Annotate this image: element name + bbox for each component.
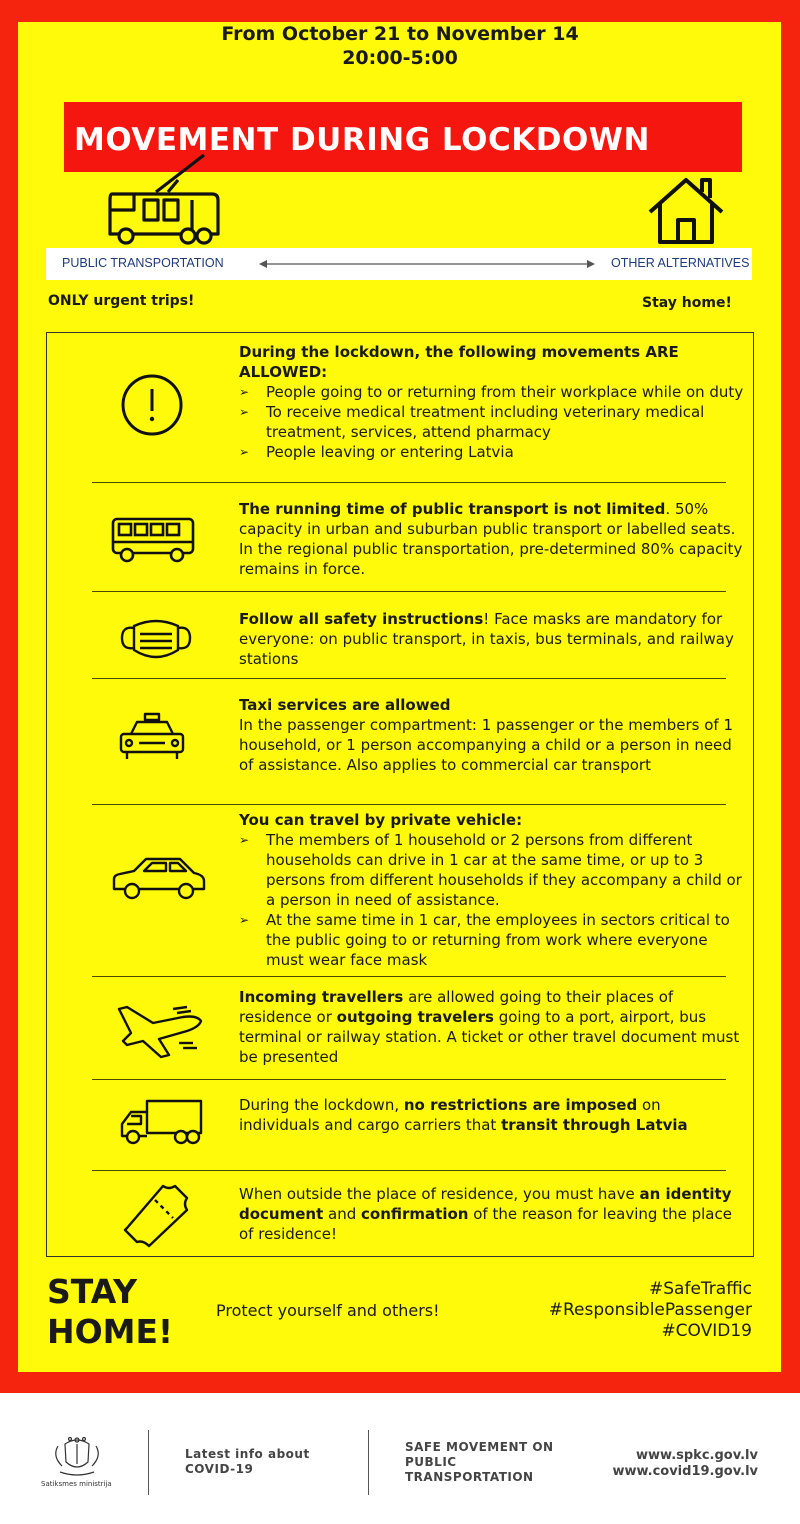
- row-divider: [92, 1170, 726, 1171]
- time-range-text: 20:00-5:00: [342, 47, 458, 69]
- urgent-trips-caption: ONLY urgent trips!: [48, 293, 195, 309]
- airplane-icon: [113, 1003, 207, 1059]
- truck-icon: [119, 1098, 203, 1146]
- row-divider: [92, 678, 726, 679]
- spkc-link[interactable]: www.spkc.gov.lv: [636, 1448, 758, 1463]
- footer-divider: [368, 1430, 369, 1495]
- list-item: ➢ At the same time in 1 car, the employees in sectors critical to the public going to or returning from work where everyone must wear face mask: [239, 911, 730, 969]
- stay-home-slogan: STAY HOME!: [47, 1272, 174, 1351]
- list-item: ➢ People leaving or entering Latvia: [239, 443, 514, 461]
- trolleybus-icon: [104, 150, 224, 250]
- row-divider: [92, 482, 726, 483]
- date-range: [0, 22, 800, 70]
- house-icon: [646, 176, 726, 246]
- row-divider: [92, 1079, 726, 1080]
- safe-movement-label: SAFE MOVEMENT ON PUBLIC TRANSPORTATION: [405, 1440, 554, 1484]
- hashtag-safetraffic: #SafeTraffic: [649, 1279, 752, 1299]
- stay-home-caption: Stay home!: [642, 295, 732, 311]
- exclamation-icon: [120, 373, 184, 437]
- identity-document-section: When outside the place of residence, you must have an identity document and confirmation of the reason for leaving the place of residence!: [239, 1185, 732, 1243]
- list-item: ➢ People going to or returning from their workplace while on duty: [239, 383, 744, 401]
- coat-of-arms-logo: [50, 1436, 104, 1478]
- protect-slogan: Protect yourself and others!: [216, 1301, 440, 1320]
- hashtag-responsiblepassenger: #ResponsiblePassenger: [548, 1300, 752, 1320]
- website-links: [612, 1448, 758, 1480]
- other-alternatives-label: OTHER ALTERNATIVES: [611, 256, 750, 270]
- list-item: ➢ To receive medical treatment including veterinary medical treatment, services, attend pharmacy: [239, 403, 705, 441]
- page-title: MOVEMENT DURING LOCKDOWN: [74, 122, 650, 158]
- hashtag-covid19: #COVID19: [661, 1321, 752, 1341]
- row-divider: [92, 976, 726, 977]
- footer-divider: [148, 1430, 149, 1495]
- list-item: ➢ The members of 1 household or 2 persons from different households can drive in 1 car at the same time, or up to 3 persons from different households if they accompany a child or a person in need of assistance.: [239, 831, 742, 909]
- taxi-icon: [119, 712, 185, 762]
- allowed-movements-heading: During the lockdown, the following movements ARE ALLOWED:: [239, 343, 679, 381]
- date-range-text: From October 21 to November 14: [221, 23, 579, 45]
- hashtags: [549, 1279, 752, 1342]
- ministry-name: Satiksmes ministrija: [41, 1480, 112, 1488]
- face-mask-icon: [120, 616, 192, 664]
- ticket-icon: [121, 1180, 193, 1252]
- cargo-transit-section: During the lockdown, no restrictions are imposed on individuals and cargo carriers that transit through Latvia: [239, 1096, 688, 1134]
- private-vehicle-section: You can travel by private vehicle: ➢ The members of 1 household or 2 persons from different households can drive in 1 car at the same time, or up to 3 persons from different households if they accompany a child or a person in need of assistance. ➢ At the same time in 1 car, the employees in sectors critical to the public going to or returning from work where everyone must wear face mask: [239, 810, 744, 970]
- row-divider: [92, 591, 726, 592]
- covid19-link[interactable]: www.covid19.gov.lv: [612, 1464, 758, 1479]
- latest-info: Latest info about COVID-19: [185, 1447, 310, 1476]
- public-transport-section: The running time of public transport is not limited. 50% capacity in urban and suburban public transport or labelled seats. In the regional public transportation, pre-determined 80% capacity remains in force.: [239, 500, 743, 578]
- allowed-movements-section: [239, 342, 744, 462]
- double-arrow-icon: [258, 257, 596, 271]
- safety-instructions-section: Follow all safety instructions! Face masks are mandatory for everyone: on public transport, in taxis, bus terminals, and railway stations: [239, 610, 734, 668]
- row-divider: [92, 804, 726, 805]
- car-icon: [110, 855, 208, 905]
- bus-icon: [111, 516, 195, 564]
- taxi-section: Taxi services are allowed In the passenger compartment: 1 passenger or the members of 1 household, or 1 person accompanying a child or a person in need of assistance. Also applies to commercial car transport: [239, 696, 733, 774]
- travellers-section: Incoming travellers are allowed going to their places of residence or outgoing travelers going to a port, airport, bus terminal or railway station. A ticket or other travel document must be presented: [239, 988, 740, 1066]
- public-transportation-label: PUBLIC TRANSPORTATION: [62, 256, 224, 270]
